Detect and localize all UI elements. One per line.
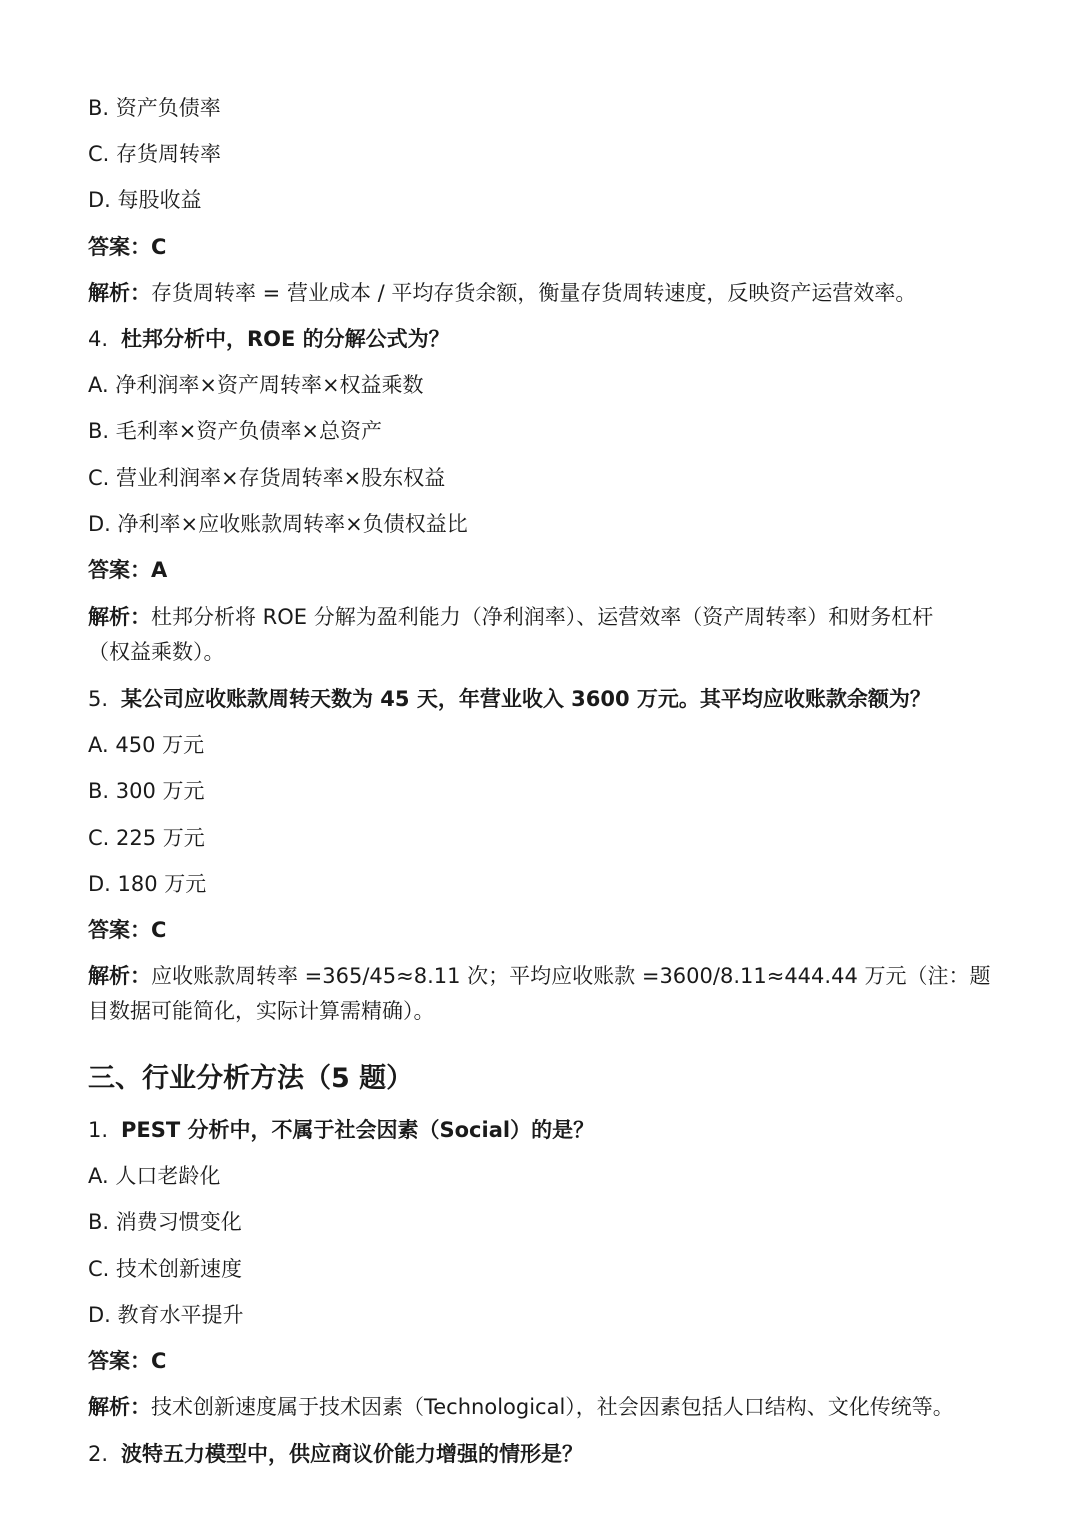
- s3q1-question: [88, 1113, 594, 1147]
- question-number: 2.: [88, 1442, 109, 1466]
- answer-label: 答案：: [88, 1349, 151, 1373]
- q3-option-d: D. 每股收益: [88, 188, 202, 212]
- question-text: PEST 分析中，不属于社会因素（Social）的是？: [121, 1118, 595, 1142]
- q4-option-d: D. 净利率×应收账款周转率×负债权益比: [88, 512, 468, 536]
- s3q1-answer: [88, 1344, 166, 1378]
- analysis-label: 解析：: [88, 605, 151, 629]
- q4-option-c: C. 营业利润率×存货周转率×股东权益: [88, 466, 446, 490]
- q3-option-b: B. 资产负债率: [88, 96, 221, 120]
- q4-option-b: B. 毛利率×资产负债率×总资产: [88, 419, 382, 443]
- answer-label: 答案：: [88, 235, 151, 259]
- answer-label: 答案：: [88, 918, 151, 942]
- question-number: 1.: [88, 1118, 109, 1142]
- question-number: 5.: [88, 687, 109, 711]
- analysis-label: 解析：: [88, 281, 151, 305]
- analysis-text: 应收账款周转率 =365/45≈8.11 次；平均应收账款 =3600/8.11≈444.44 万元（注：题目数据可能简化，实际计算需精确）。: [88, 964, 991, 1023]
- q5-question: [88, 682, 931, 716]
- q3-analysis: [88, 276, 916, 310]
- answer-value: C: [151, 1349, 167, 1373]
- q5-option-c: C. 225 万元: [88, 826, 205, 850]
- answer-value: A: [151, 558, 168, 582]
- analysis-label: 解析：: [88, 964, 151, 988]
- analysis-text: 杜邦分析将 ROE 分解为盈利能力（净利润率）、运营效率（资产周转率）和财务杠杆（权益乘数）。: [88, 605, 934, 664]
- q5-option-a: A. 450 万元: [88, 733, 205, 757]
- analysis-text: 存货周转率 = 营业成本 / 平均存货余额，衡量存货周转速度，反映资产运营效率。: [151, 281, 917, 305]
- s3q1-option-b: B. 消费习惯变化: [88, 1210, 242, 1234]
- analysis-text: 技术创新速度属于技术因素（Technological），社会因素包括人口结构、文化传统等。: [151, 1395, 954, 1419]
- q4-answer: [88, 553, 167, 587]
- answer-value: C: [151, 918, 167, 942]
- question-number: 4.: [88, 327, 109, 351]
- question-text: 杜邦分析中，ROE 的分解公式为？: [121, 327, 450, 351]
- s3q1-option-d: D. 教育水平提升: [88, 1303, 244, 1327]
- question-text: 某公司应收账款周转天数为 45 天，年营业收入 3600 万元。其平均应收账款余额为？: [121, 687, 931, 711]
- q5-option-d: D. 180 万元: [88, 872, 207, 896]
- q4-question: [88, 322, 450, 356]
- s3q1-option-a: A. 人口老龄化: [88, 1164, 221, 1188]
- q4-option-a: A. 净利润率×资产周转率×权益乘数: [88, 373, 424, 397]
- q5-answer: [88, 913, 166, 947]
- s3q1-option-c: C. 技术创新速度: [88, 1257, 243, 1281]
- q5-option-b: B. 300 万元: [88, 779, 205, 803]
- answer-label: 答案：: [88, 558, 151, 582]
- analysis-label: 解析：: [88, 1395, 151, 1419]
- answer-value: C: [151, 235, 167, 259]
- q3-option-c: C. 存货周转率: [88, 142, 222, 166]
- q4-analysis: [88, 600, 968, 670]
- q5-analysis: [88, 959, 998, 1029]
- section-heading: 三、行业分析方法（5 题）: [88, 1063, 414, 1094]
- s3q1-analysis: [88, 1390, 954, 1424]
- q3-answer: [88, 230, 166, 264]
- s3q2-question: [88, 1437, 583, 1471]
- question-text: 波特五力模型中，供应商议价能力增强的情形是？: [121, 1442, 583, 1466]
